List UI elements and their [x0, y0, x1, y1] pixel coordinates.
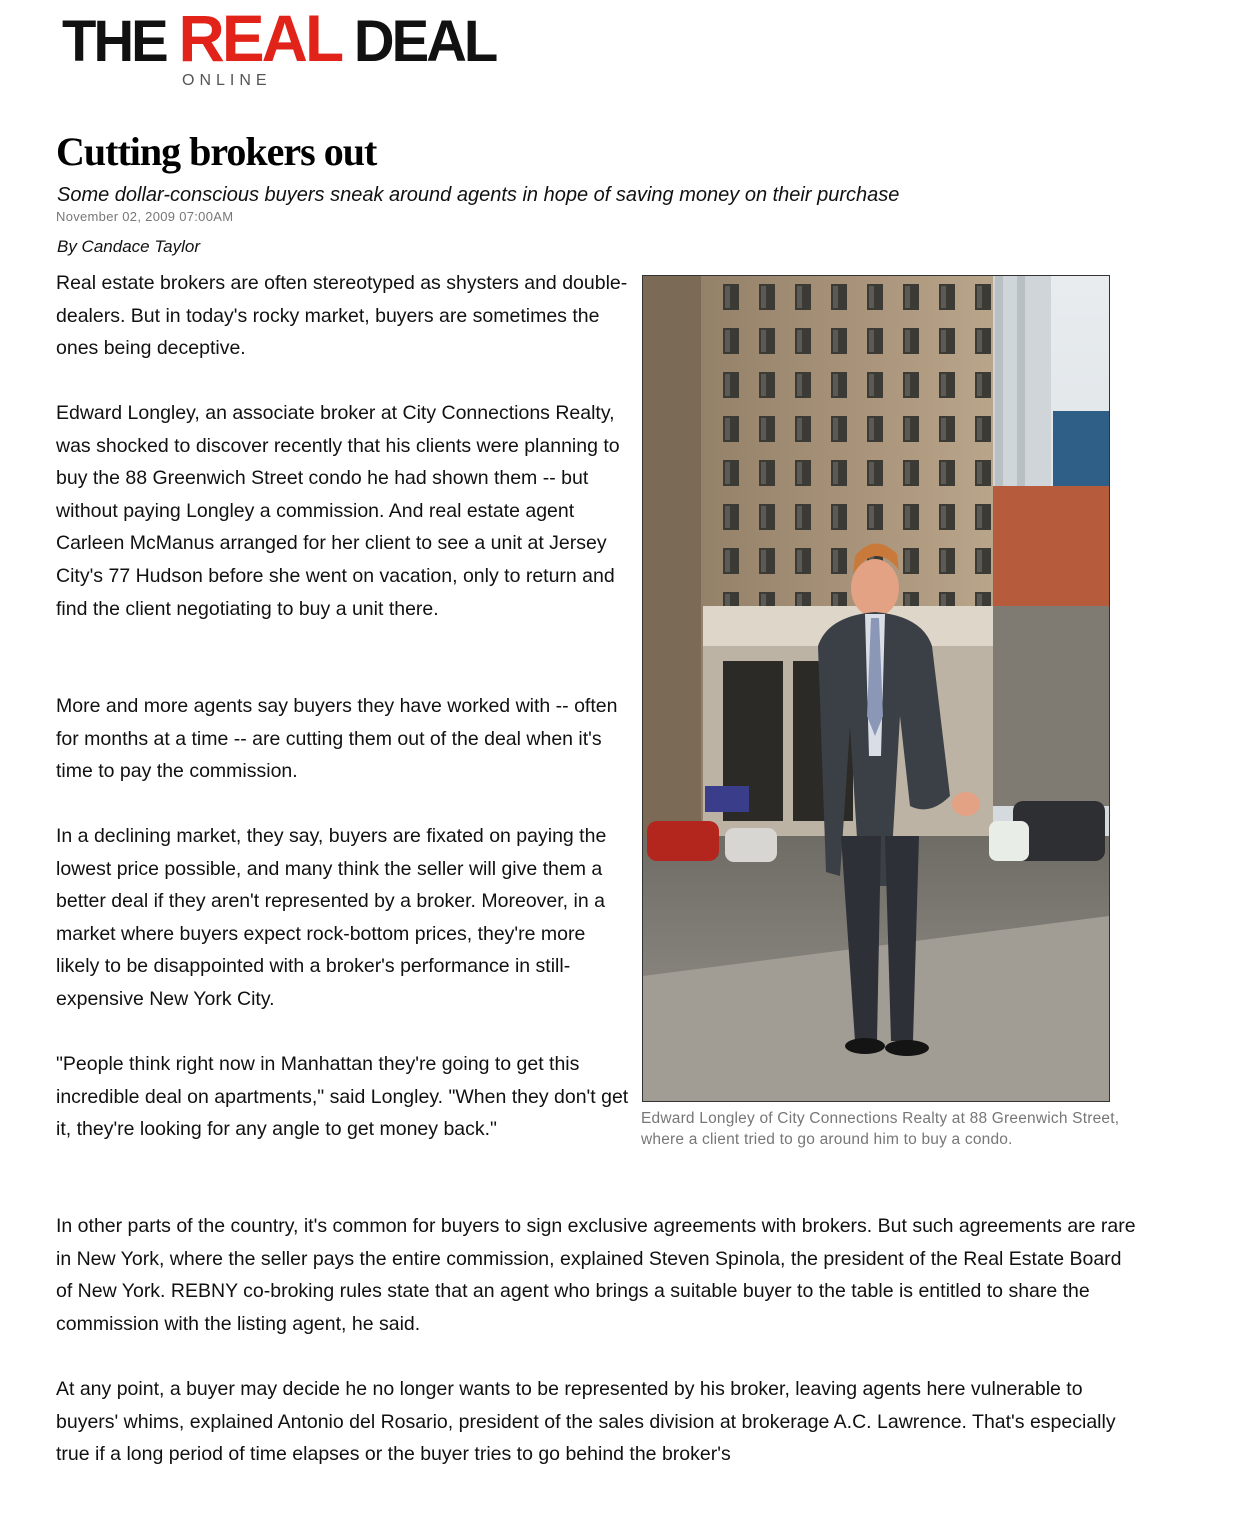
paragraph-2: Edward Longley, an associate broker at City Connections Realty, was shocked to discover recently that his clients were planning to buy the 88 Greenwich Street condo he had shown them -- but without paying Longley a commission. And real estate agent Carleen McManus arranged for her client to see a unit at Jersey City's 77 Hudson before she went on vacation, only to return and find the client negotiating to buy a unit there. — [56, 402, 620, 620]
paragraph-7: At any point, a buyer may decide he no longer wants to be represented by his broker, leaving agents here vulnerable to buyers' whims, explained Antonio del Rosario, president of the sales division at brokerage A.C. Lawrence. That's especially true if a long period of time elapses or the buyer tries to go behind the broker's — [56, 1378, 1116, 1466]
paragraph-3: More and more agents say buyers they have worked with -- often for months at a time -- are cutting them out of the deal when it's time to pay the commission. — [56, 695, 618, 783]
article-photo — [642, 275, 1110, 1102]
logo-online: ONLINE — [182, 72, 272, 89]
logo-word-real: REAL — [178, 1, 342, 75]
article-subtitle: Some dollar-conscious buyers sneak around agents in hope of saving money on their purchase — [57, 184, 900, 206]
article-date: November 02, 2009 07:00AM — [56, 209, 234, 224]
article-byline: By Candace Taylor — [57, 237, 201, 256]
paragraph-1: Real estate brokers are often stereotyped as shysters and double-dealers. But in today's rocky market, buyers are sometimes the ones being deceptive. — [56, 272, 628, 360]
photo-caption: Edward Longley of City Connections Realty at 88 Greenwich Street, where a client tried to go around him to buy a condo. — [641, 1110, 1120, 1148]
article-title: Cutting brokers out — [56, 129, 377, 174]
paragraph-5: "People think right now in Manhattan they're going to get this incredible deal on apartments," said Longley. "When they don't get it, they're looking for any angle to get money back." — [56, 1053, 629, 1141]
logo-wordmark — [62, 1, 496, 75]
logo-word-the: THE — [62, 9, 179, 74]
the-real-deal-logo[interactable] — [62, 1, 496, 98]
paragraph-6: In other parts of the country, it's common for buyers to sign exclusive agreements with brokers. But such agreements are rare in New York, where the seller pays the entire commission, explained Steven Spinola, the president of the Real Estate Board of New York. REBNY co-broking rules state that an agent who brings a suitable buyer to the table is entitled to share the commission with the listing agent, he said. — [56, 1215, 1136, 1335]
paragraph-4: In a declining market, they say, buyers are fixated on paying the lowest price possible, and many think the seller will give them a better deal if they aren't represented by a broker. Moreover, in a market where buyers expect rock-bottom prices, they're more likely to be disappointed with a broker's performance in still-expensive New York City. — [56, 825, 607, 1010]
logo-word-deal: DEAL — [341, 9, 496, 74]
photo-street-scene — [643, 276, 1109, 1101]
